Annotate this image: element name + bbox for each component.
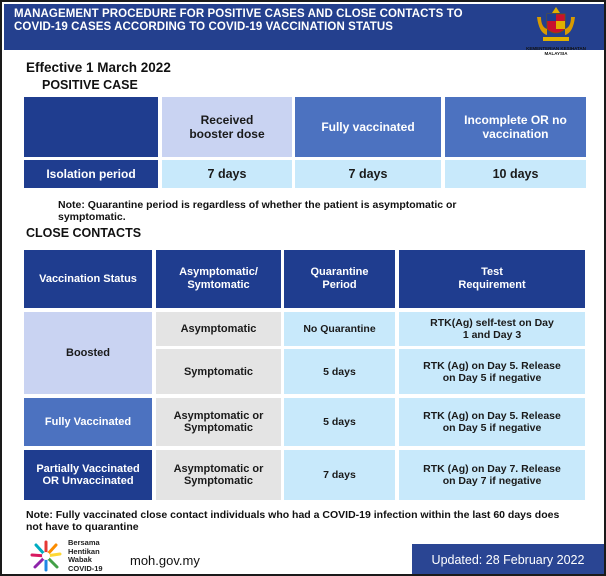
campaign-line-1: Bersama [68, 538, 100, 547]
ministry-logo [514, 5, 598, 59]
row-fully-period: 5 days [284, 398, 395, 446]
campaign-text [68, 539, 103, 573]
row-partial-period: 7 days [284, 450, 395, 500]
isolation-fully-value: 7 days [295, 160, 441, 188]
header-symptom: Asymptomatic/ Symtomatic [156, 250, 281, 308]
effective-date: Effective 1 March 2022 [26, 60, 171, 75]
campaign-line-2: Hentikan [68, 546, 100, 556]
col-incomplete: Incomplete OR no vaccination [445, 97, 586, 157]
isolation-period-label: Isolation period [24, 160, 158, 188]
header-test-requirement: Test Requirement [399, 250, 585, 308]
ministry-name: KEMENTERIAN KESIHATAN MALAYSIA [526, 46, 586, 56]
isolation-booster-value: 7 days [162, 160, 292, 188]
website-link[interactable]: moh.gov.my [130, 553, 200, 568]
row-fully-test: RTK (Ag) on Day 5. Release on Day 5 if negative [399, 398, 585, 446]
row-boosted-asymptomatic-test: RTK(Ag) self-test on Day 1 and Day 3 [399, 312, 585, 346]
status-boosted: Boosted [24, 312, 152, 394]
col-fully-vaccinated: Fully vaccinated [295, 97, 441, 157]
header-quarantine-period: Quarantine Period [284, 250, 395, 308]
positive-corner-cell [24, 97, 158, 157]
positive-case-title: POSITIVE CASE [42, 78, 138, 92]
row-boosted-asymptomatic-symptom: Asymptomatic [156, 312, 281, 346]
row-partial-test: RTK (Ag) on Day 7. Release on Day 7 if negative [399, 450, 585, 500]
row-partial-symptom: Asymptomatic or Symptomatic [156, 450, 281, 500]
row-boosted-symptomatic-symptom: Symptomatic [156, 349, 281, 394]
row-boosted-symptomatic-period: 5 days [284, 349, 395, 394]
row-fully-symptom: Asymptomatic or Symptomatic [156, 398, 281, 446]
virus-burst-icon [28, 540, 64, 572]
col-booster: Received booster dose [162, 97, 292, 157]
positive-case-note: Note: Quarantine period is regardless of whether the patient is asymptomatic or symptomatic. [58, 199, 457, 223]
campaign-line-4: COVID-19 [68, 563, 103, 573]
updated-date-badge: Updated: 28 February 2022 [412, 544, 604, 576]
campaign-logo [28, 540, 64, 572]
isolation-incomplete-value: 10 days [445, 160, 586, 188]
coat-of-arms-icon [533, 5, 579, 45]
close-contacts-title: CLOSE CONTACTS [26, 226, 142, 240]
close-contacts-note: Note: Fully vaccinated close contact individuals who had a COVID-19 infection within the last 60 days does not have to quarantine [26, 509, 560, 533]
status-partially-vaccinated: Partially Vaccinated OR Unvaccinated [24, 450, 152, 500]
status-fully-vaccinated: Fully Vaccinated [24, 398, 152, 446]
row-boosted-symptomatic-test: RTK (Ag) on Day 5. Release on Day 5 if negative [399, 349, 585, 394]
campaign-line-3: Wabak [68, 555, 92, 564]
header-vaccination-status: Vaccination Status [24, 250, 152, 308]
row-boosted-asymptomatic-period: No Quarantine [284, 312, 395, 346]
page-title: MANAGEMENT PROCEDURE FOR POSITIVE CASES AND CLOSE CONTACTS TO COVID-19 CASES ACCORDING TO COVID-19 VACCINATION STATUS [14, 8, 463, 33]
